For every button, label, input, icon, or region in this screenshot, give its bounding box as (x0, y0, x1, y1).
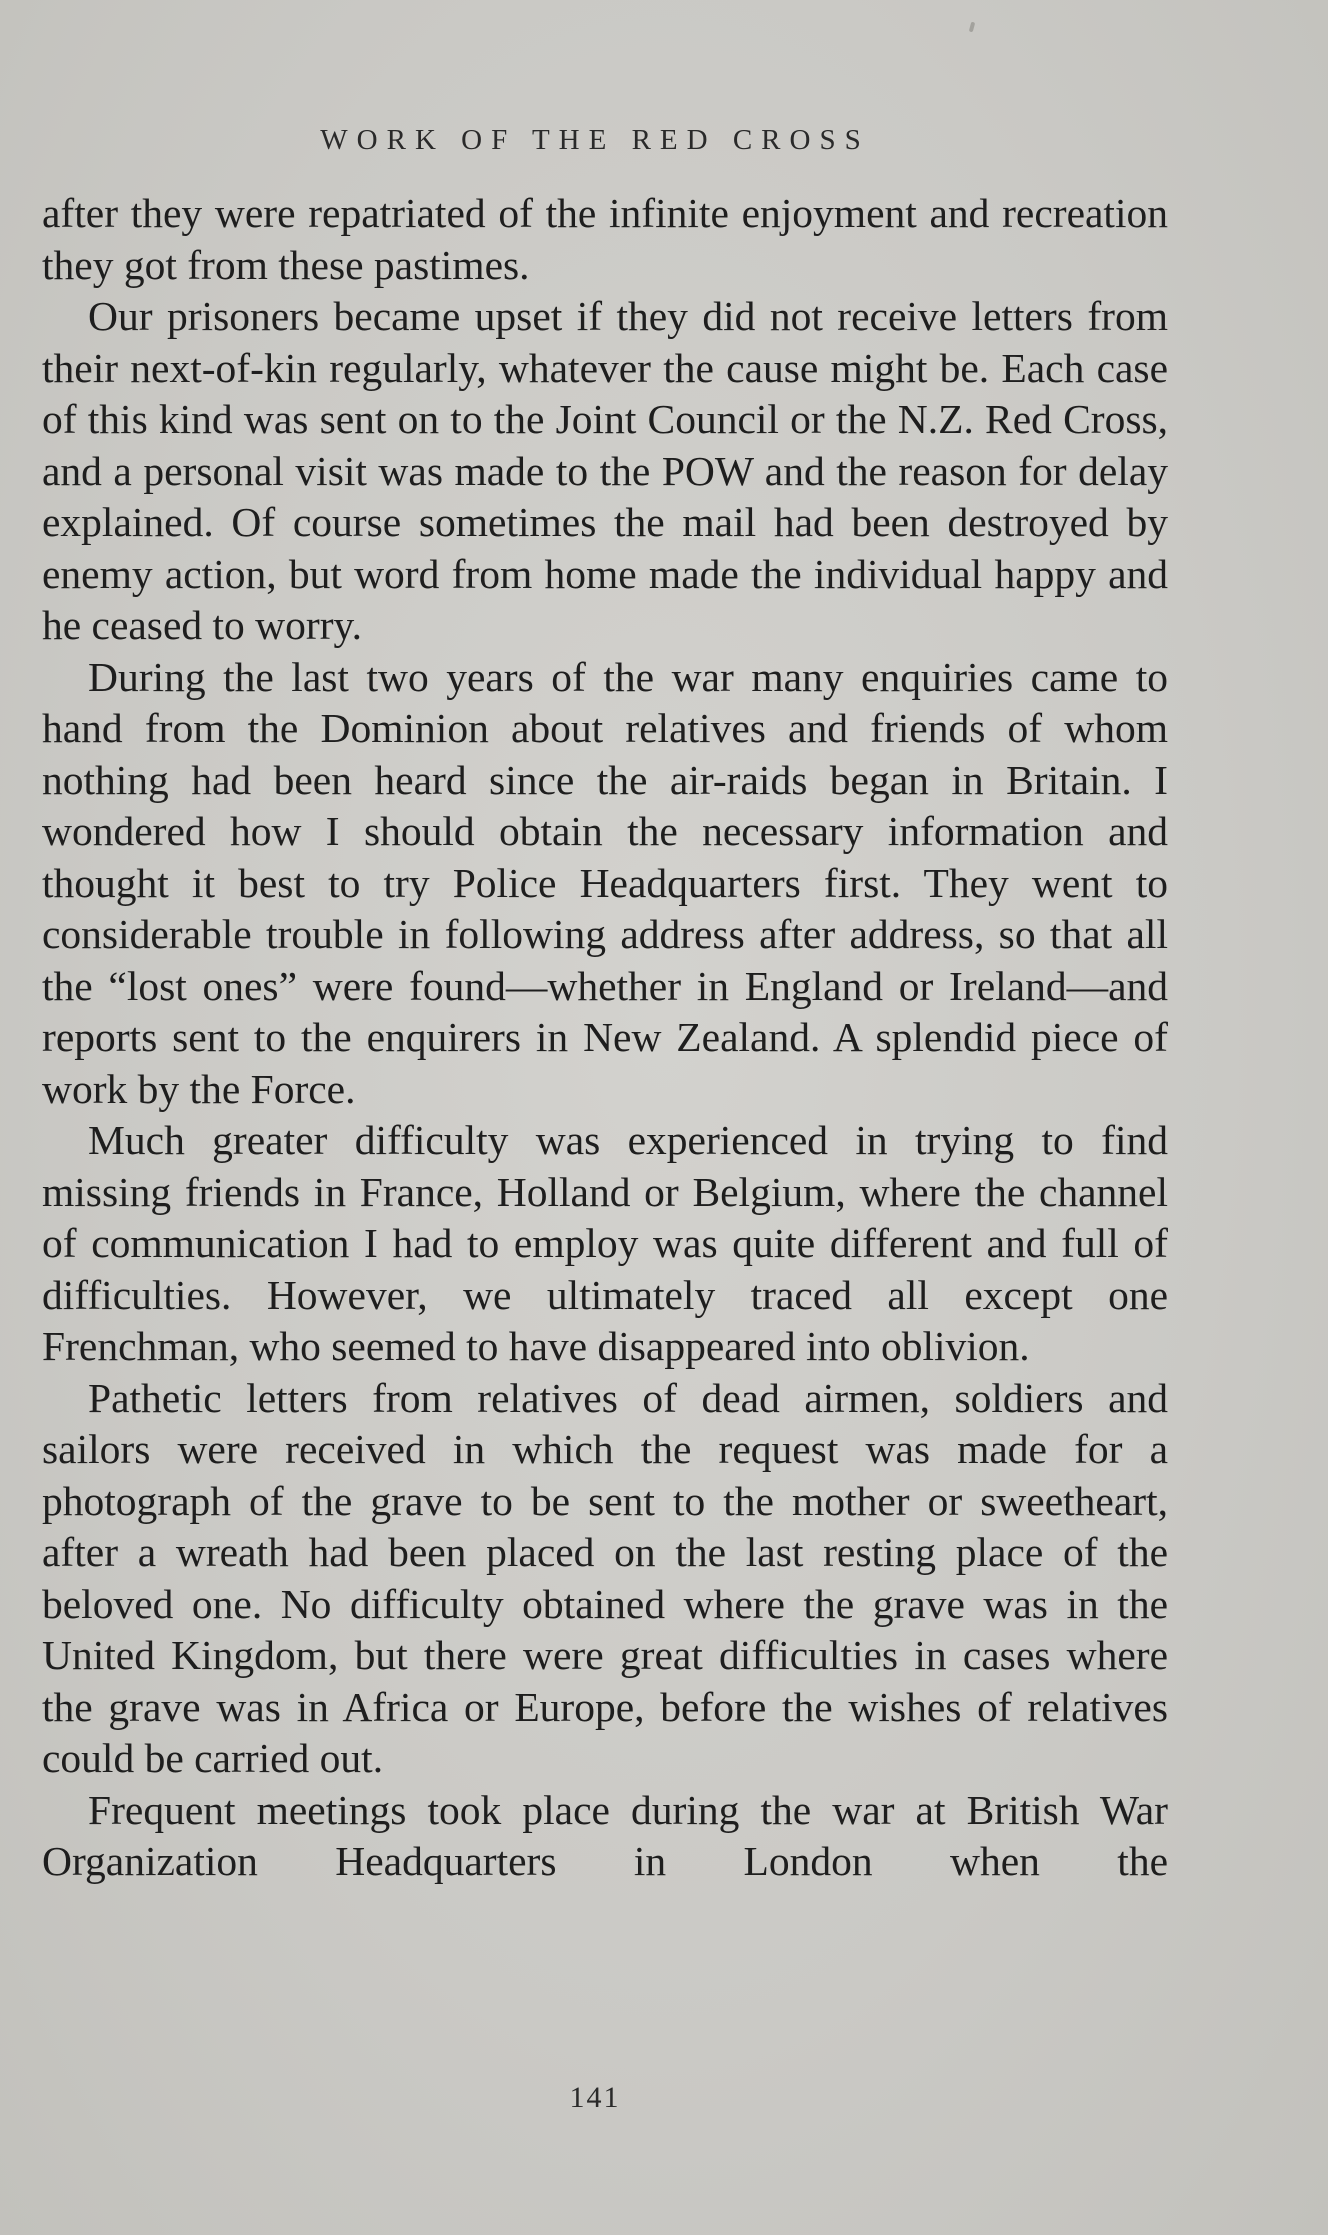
paragraph: Our prisoners became upset if they did not receive letters from their next-of-kin regularly, whatever the cause might be. Each case of this kind was sent on to the Joint Council or the N.Z. Red Cross, and a personal visit was made to the POW and the reason for delay explained. Of course sometimes the mail had been destroyed by enemy action, but word from home made the individual happy and he ceased to worry. (42, 293, 1168, 648)
body-text (42, 188, 1168, 1888)
paragraph: Much greater difficulty was experienced in trying to find missing friends in France, Holland or Belgium, where the channel of communication I had to employ was quite different and full of difficulties. However, we ultimately traced all except one Frenchman, who seemed to have disappeared into oblivion. (42, 1117, 1168, 1369)
paragraph: During the last two years of the war many enquiries came to hand from the Dominion about relatives and friends of whom nothing had been heard since the air-raids began in Britain. I wondered how I should obtain the necessary information and thought it best to try Police Headquarters first. They went to considerable trouble in following address after address, so that all the “lost ones” were found—whether in England or Ireland—and reports sent to the enquirers in New Zealand. A splendid piece of work by the Force. (42, 653, 1168, 1112)
running-head: WORK OF THE RED CROSS (320, 124, 870, 156)
paragraph: Pathetic letters from relatives of dead airmen, soldiers and sailors were received in which the request was made for a photograph of the grave to be sent to the mother or sweetheart, after a wreath had been placed on the last resting place of the beloved one. No difficulty obtained where the grave was in the United Kingdom, but there were great difficulties in cases where the grave was in Africa or Europe, before the wishes of relatives could be carried out. (42, 1374, 1168, 1781)
paragraph: Frequent meetings took place during the war at British War Organization Headquarters in London when the (42, 1786, 1168, 1884)
page-number: 141 (569, 2081, 621, 2114)
paper-speck (969, 22, 975, 33)
paragraph: after they were repatriated of the infinite enjoyment and recreation they got from these pastimes. (42, 190, 1168, 288)
